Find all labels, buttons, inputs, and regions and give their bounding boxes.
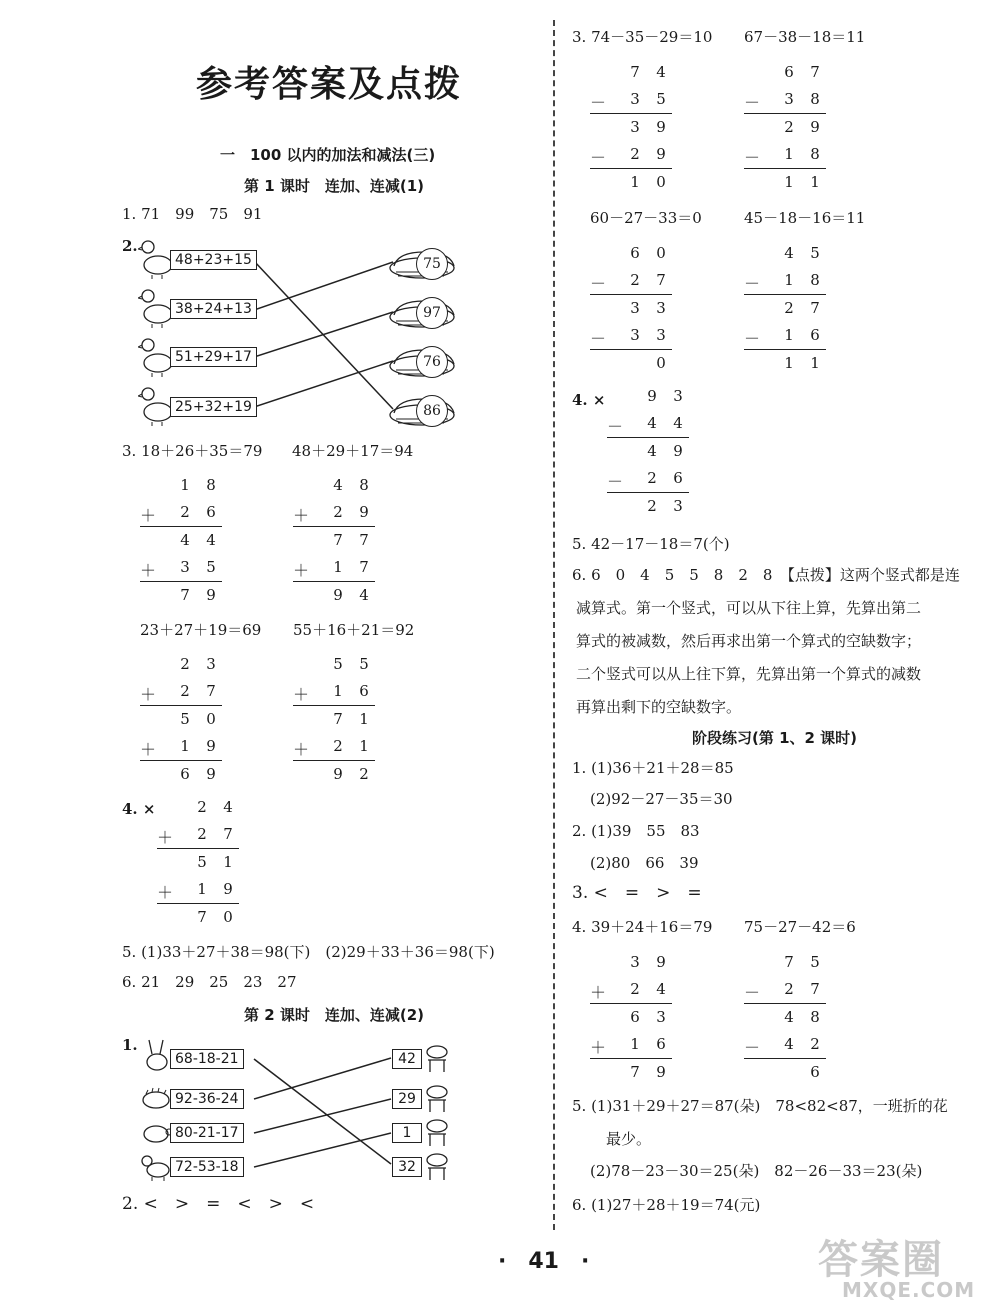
calc-digit-ones: 1 — [810, 173, 820, 191]
duck-icon — [138, 382, 174, 426]
result-circle: 75 — [416, 248, 448, 280]
calc-operator: － — [590, 148, 607, 167]
calc-row — [140, 651, 222, 678]
calc-row — [744, 86, 826, 114]
calc-digit-ones: 7 — [359, 531, 369, 549]
calc-row — [157, 849, 239, 876]
calc-digit-tens: 7 — [630, 63, 640, 81]
calc-digit-ones: 0 — [656, 244, 666, 262]
r-q3-eq2: 67－38－18＝11 — [744, 28, 866, 46]
calc-row — [293, 582, 375, 609]
calc-digit-tens: 1 — [180, 737, 190, 755]
calc-row — [140, 733, 222, 761]
calc-digit-tens: 1 — [630, 1035, 640, 1053]
r-s1b: (2)92－27－35＝30 — [590, 790, 733, 808]
r-s4-eq1: 4. 39＋24＋16＝79 — [572, 918, 713, 936]
calc-digit-tens: 2 — [333, 737, 343, 755]
vertical-calc — [744, 240, 826, 377]
vertical-calc — [140, 472, 222, 609]
calc-row — [157, 794, 239, 821]
calc-digit-ones: 4 — [656, 63, 666, 81]
dog-icon — [140, 1152, 172, 1182]
calc-digit-ones: 9 — [673, 442, 683, 460]
calc-row — [293, 706, 375, 733]
calc-operator: － — [607, 417, 624, 436]
calc-digit-tens: 2 — [197, 825, 207, 843]
r-q4-label: 4. × — [572, 391, 606, 409]
calc-row — [744, 59, 826, 86]
calc-operator: － — [607, 472, 624, 491]
calc-digit-ones: 0 — [223, 908, 233, 926]
calc-digit-ones: 7 — [656, 271, 666, 289]
vertical-calc — [744, 59, 826, 196]
result-box: 32 — [392, 1157, 422, 1177]
calc-digit-ones: 5 — [810, 244, 820, 262]
expr-box: 38+24+13 — [170, 299, 257, 319]
column-divider — [553, 20, 555, 1230]
calc-digit-tens: 1 — [784, 145, 794, 163]
calc-digit-tens: 6 — [180, 765, 190, 783]
calc-row — [744, 169, 826, 196]
calc-operator: － — [590, 93, 607, 112]
calc-operator: ＋ — [140, 685, 157, 704]
l-q2-label: 2. — [122, 237, 138, 255]
calc-digit-tens: 2 — [180, 655, 190, 673]
calc-row — [744, 949, 826, 976]
calc-digit-ones: 4 — [656, 980, 666, 998]
l-q6: 6. 21 29 25 23 27 — [122, 973, 297, 991]
calc-row — [590, 59, 672, 86]
calc-digit-ones: 9 — [656, 118, 666, 136]
calc-digit-tens: 3 — [630, 118, 640, 136]
calc-digit-ones: 5 — [810, 953, 820, 971]
chair-icon — [424, 1084, 450, 1114]
calc-row — [293, 499, 375, 527]
calc-row — [744, 1059, 826, 1086]
calc-digit-ones: 8 — [810, 271, 820, 289]
turtle-icon — [140, 1120, 172, 1146]
duck-icon — [138, 284, 174, 328]
calc-row — [140, 527, 222, 554]
calc-digit-ones: 0 — [656, 173, 666, 191]
calc-row — [607, 438, 689, 465]
calc-row — [590, 169, 672, 196]
calc-row — [744, 267, 826, 295]
calc-digit-ones: 9 — [223, 880, 233, 898]
result-circle: 76 — [416, 346, 448, 378]
calc-operator: ＋ — [590, 983, 607, 1002]
calc-row — [140, 582, 222, 609]
calc-digit-ones: 7 — [359, 558, 369, 576]
calc-digit-ones: 0 — [656, 354, 666, 372]
calc-row — [590, 1031, 672, 1059]
calc-digit-tens: 2 — [630, 980, 640, 998]
calc-operator: ＋ — [293, 506, 310, 525]
calc-digit-ones: 7 — [810, 299, 820, 317]
calc-digit-tens: 3 — [630, 299, 640, 317]
calc-digit-ones: 3 — [656, 326, 666, 344]
expr-box: 48+23+15 — [170, 250, 257, 270]
calc-digit-ones: 6 — [359, 682, 369, 700]
rabbit-icon — [142, 1038, 172, 1072]
calc-digit-ones: 2 — [359, 765, 369, 783]
calc-digit-ones: 6 — [673, 469, 683, 487]
r-q3-eq3: 60－27－33＝0 — [590, 209, 702, 227]
stage-heading: 阶段练习(第 1、2 课时) — [692, 729, 858, 747]
calc-operator: ＋ — [157, 828, 174, 847]
calc-row — [590, 976, 672, 1004]
result-box: 29 — [392, 1089, 422, 1109]
calc-operator: － — [590, 329, 607, 348]
calc-digit-tens: 2 — [784, 299, 794, 317]
calc-digit-ones: 9 — [359, 503, 369, 521]
calc-row — [590, 240, 672, 267]
calc-digit-ones: 4 — [359, 586, 369, 604]
calc-digit-tens: 4 — [784, 244, 794, 262]
calc-row — [744, 295, 826, 322]
calc-digit-ones: 9 — [656, 145, 666, 163]
calc-digit-ones: 0 — [206, 710, 216, 728]
calc-row — [744, 350, 826, 377]
calc-digit-ones: 9 — [206, 765, 216, 783]
calc-row — [293, 472, 375, 499]
calc-row — [744, 240, 826, 267]
calc-digit-ones: 1 — [223, 853, 233, 871]
r-q6-explanation — [572, 566, 990, 726]
calc-digit-ones: 4 — [206, 531, 216, 549]
calc-digit-ones: 1 — [810, 354, 820, 372]
calc-row — [293, 651, 375, 678]
calc-operator: － — [744, 274, 761, 293]
calc-digit-tens: 5 — [333, 655, 343, 673]
r-s3: 3. < = > = — [572, 883, 702, 903]
calc-digit-ones: 1 — [359, 737, 369, 755]
calc-digit-tens: 6 — [784, 63, 794, 81]
calc-digit-tens: 2 — [647, 497, 657, 515]
r-s5c: (2)78－23－30＝25(朵) 82－26－33＝23(朵) — [590, 1162, 923, 1180]
calc-digit-ones: 5 — [359, 655, 369, 673]
chair-icon — [424, 1152, 450, 1182]
calc-row — [744, 114, 826, 141]
calc-row — [140, 499, 222, 527]
calc-row — [140, 678, 222, 706]
calc-row — [744, 976, 826, 1004]
calc-digit-ones: 4 — [223, 798, 233, 816]
calc-digit-tens: 6 — [630, 244, 640, 262]
calc-operator: ＋ — [140, 561, 157, 580]
watermark-url: MXQE.COM — [842, 1278, 976, 1302]
calc-digit-ones: 6 — [810, 326, 820, 344]
lesson1-heading: 第 1 课时 连加、连减(1) — [244, 177, 425, 195]
calc-digit-tens: 2 — [630, 145, 640, 163]
calc-digit-ones: 6 — [656, 1035, 666, 1053]
calc-digit-ones: 6 — [206, 503, 216, 521]
expr-box: 80-21-17 — [170, 1123, 244, 1143]
calc-digit-tens: 2 — [180, 682, 190, 700]
vertical-calc — [590, 240, 672, 377]
calc-row — [607, 465, 689, 493]
calc-digit-tens: 7 — [180, 586, 190, 604]
calc-digit-tens: 1 — [197, 880, 207, 898]
calc-row — [293, 733, 375, 761]
calc-digit-tens: 1 — [630, 173, 640, 191]
calc-digit-ones: 8 — [359, 476, 369, 494]
calc-digit-ones: 3 — [656, 1008, 666, 1026]
l-q4-label: 4. × — [122, 800, 156, 818]
calc-digit-ones: 9 — [206, 586, 216, 604]
calc-digit-tens: 7 — [333, 531, 343, 549]
expr-box: 92-36-24 — [170, 1089, 244, 1109]
calc-digit-ones: 9 — [656, 1063, 666, 1081]
result-box: 1 — [392, 1123, 422, 1143]
calc-row — [607, 493, 689, 520]
calc-digit-ones: 3 — [206, 655, 216, 673]
calc-digit-ones: 5 — [206, 558, 216, 576]
calc-digit-tens: 2 — [197, 798, 207, 816]
calc-digit-ones: 1 — [359, 710, 369, 728]
r-q6-line2: 减算式。第一个竖式，可以从下往上算，先算出第二 — [576, 599, 922, 617]
calc-operator: ＋ — [590, 1038, 607, 1057]
calc-digit-tens: 3 — [630, 90, 640, 108]
calc-digit-ones: 8 — [810, 145, 820, 163]
vertical-calc — [157, 794, 239, 931]
calc-digit-tens: 6 — [630, 1008, 640, 1026]
vertical-calc — [140, 651, 222, 788]
calc-digit-tens: 3 — [630, 326, 640, 344]
calc-digit-tens: 4 — [180, 531, 190, 549]
calc-digit-tens: 2 — [180, 503, 190, 521]
l2-q2: 2. < > = < > < — [122, 1194, 315, 1214]
calc-row — [590, 350, 672, 377]
calc-operator: － — [590, 274, 607, 293]
r-q5: 5. 42－17－18＝7(个) — [572, 535, 730, 553]
calc-digit-ones: 8 — [810, 90, 820, 108]
calc-digit-tens: 2 — [784, 118, 794, 136]
calc-row — [744, 1004, 826, 1031]
lesson2-heading: 第 2 课时 连加、连减(2) — [244, 1006, 425, 1024]
l-q3-eq1: 3. 18＋26＋35＝79 — [122, 442, 263, 460]
calc-row — [607, 383, 689, 410]
calc-row — [590, 1004, 672, 1031]
calc-digit-tens: 1 — [784, 354, 794, 372]
calc-digit-tens: 7 — [784, 953, 794, 971]
calc-row — [590, 322, 672, 350]
r-s5a: 5. (1)31＋29＋27＝87(朵) 78<82<87，一班折的花 — [572, 1097, 948, 1115]
calc-row — [140, 706, 222, 733]
calc-operator: － — [744, 93, 761, 112]
page-title: 参考答案及点拨 — [196, 64, 463, 105]
calc-digit-tens: 1 — [784, 173, 794, 191]
calc-digit-ones: 7 — [810, 63, 820, 81]
calc-operator: － — [744, 148, 761, 167]
calc-row — [744, 322, 826, 350]
calc-digit-tens: 1 — [180, 476, 190, 494]
result-box: 42 — [392, 1049, 422, 1069]
l-q5: 5. (1)33＋27＋38＝98(下) (2)29＋33＋36＝98(下) — [122, 943, 495, 961]
duck-icon — [138, 333, 174, 377]
calc-digit-tens: 4 — [647, 414, 657, 432]
calc-digit-tens: 4 — [784, 1008, 794, 1026]
calc-digit-ones: 6 — [810, 1063, 820, 1081]
calc-row — [140, 472, 222, 499]
calc-row — [590, 1059, 672, 1086]
calc-digit-ones: 9 — [206, 737, 216, 755]
expr-box: 51+29+17 — [170, 347, 257, 367]
calc-row — [293, 761, 375, 788]
calc-digit-tens: 9 — [333, 765, 343, 783]
r-s2a: 2. (1)39 55 83 — [572, 822, 700, 840]
calc-digit-tens: 1 — [333, 682, 343, 700]
calc-operator: ＋ — [293, 685, 310, 704]
r-q6-line3: 算式的被减数，然后再求出第一个算式的空缺数字； — [576, 632, 922, 650]
calc-digit-tens: 3 — [784, 90, 794, 108]
l-q3-eq4: 55＋16＋21＝92 — [293, 621, 415, 639]
r-s5a-wrap — [572, 1097, 990, 1119]
calc-digit-tens: 5 — [197, 853, 207, 871]
watermark-logo: 答案圈 — [818, 1237, 944, 1283]
calc-operator: － — [744, 1038, 761, 1057]
expr-box: 25+32+19 — [170, 397, 257, 417]
r-s2b: (2)80 66 39 — [590, 854, 699, 872]
calc-operator: ＋ — [293, 561, 310, 580]
calc-digit-tens: 7 — [630, 1063, 640, 1081]
calc-operator: － — [744, 983, 761, 1002]
calc-row — [744, 1031, 826, 1059]
calc-digit-ones: 9 — [656, 953, 666, 971]
calc-operator: ＋ — [140, 740, 157, 759]
calc-digit-tens: 5 — [180, 710, 190, 728]
calc-digit-tens: 1 — [784, 326, 794, 344]
calc-digit-tens: 4 — [647, 442, 657, 460]
hedgehog-icon — [140, 1086, 172, 1112]
calc-digit-ones: 7 — [223, 825, 233, 843]
calc-digit-tens: 3 — [180, 558, 190, 576]
calc-row — [293, 527, 375, 554]
r-q6-line4: 二个竖式可以从上往下算，先算出第一个算式的减数 — [576, 665, 922, 683]
r-s4-eq2: 75－27－42＝6 — [744, 918, 856, 936]
calc-digit-ones: 8 — [206, 476, 216, 494]
calc-row — [140, 761, 222, 788]
calc-row — [590, 949, 672, 976]
calc-digit-tens: 1 — [333, 558, 343, 576]
vertical-calc — [293, 651, 375, 788]
calc-digit-tens: 9 — [333, 586, 343, 604]
duck-icon — [138, 235, 174, 279]
expr-box: 72-53-18 — [170, 1157, 244, 1177]
calc-row — [293, 678, 375, 706]
l-q1: 1. 71 99 75 91 — [122, 205, 263, 223]
chair-icon — [424, 1044, 450, 1074]
r-q3-eq1: 3. 74－35－29＝10 — [572, 28, 713, 46]
calc-digit-tens: 2 — [333, 503, 343, 521]
calc-row — [157, 876, 239, 904]
calc-operator: － — [744, 329, 761, 348]
calc-digit-tens: 3 — [630, 953, 640, 971]
calc-digit-ones: 8 — [810, 1008, 820, 1026]
vertical-calc — [293, 472, 375, 609]
calc-digit-tens: 1 — [784, 271, 794, 289]
calc-digit-ones: 9 — [810, 118, 820, 136]
calc-digit-ones: 3 — [673, 497, 683, 515]
calc-digit-ones: 3 — [656, 299, 666, 317]
calc-digit-tens: 2 — [784, 980, 794, 998]
calc-row — [157, 904, 239, 931]
calc-digit-tens: 7 — [333, 710, 343, 728]
calc-digit-ones: 5 — [656, 90, 666, 108]
r-q3-eq4: 45－18－16＝11 — [744, 209, 866, 227]
l2-q1-label: 1. — [122, 1036, 138, 1054]
calc-row — [590, 86, 672, 114]
calc-digit-tens: 2 — [630, 271, 640, 289]
calc-digit-tens: 4 — [333, 476, 343, 494]
calc-digit-ones: 7 — [206, 682, 216, 700]
r-q6-line5: 再算出剩下的空缺数字。 — [576, 698, 742, 716]
calc-digit-ones: 4 — [673, 414, 683, 432]
r-q6-line1: 6. 6 0 4 5 5 8 2 8 【点拨】这两个竖式都是连 — [572, 566, 960, 584]
calc-row — [293, 554, 375, 582]
expr-box: 68-18-21 — [170, 1049, 244, 1069]
calc-digit-ones: 7 — [810, 980, 820, 998]
calc-digit-tens: 4 — [784, 1035, 794, 1053]
calc-operator: ＋ — [157, 883, 174, 902]
calc-row — [590, 267, 672, 295]
vertical-calc — [607, 383, 689, 520]
calc-digit-ones: 3 — [673, 387, 683, 405]
calc-row — [590, 141, 672, 169]
calc-row — [140, 554, 222, 582]
calc-operator: ＋ — [293, 740, 310, 759]
r-s6: 6. (1)27＋28＋19＝74(元) — [572, 1196, 761, 1214]
chair-icon — [424, 1118, 450, 1148]
r-s5b: 最少。 — [606, 1130, 652, 1148]
calc-row — [590, 295, 672, 322]
calc-digit-ones: 2 — [810, 1035, 820, 1053]
vertical-calc — [744, 949, 826, 1086]
result-circle: 97 — [416, 297, 448, 329]
calc-operator: ＋ — [140, 506, 157, 525]
l-q3-eq2: 48＋29＋17＝94 — [292, 442, 414, 460]
result-circle: 86 — [416, 395, 448, 427]
calc-digit-tens: 9 — [647, 387, 657, 405]
calc-row — [590, 114, 672, 141]
l-q3-eq3: 23＋27＋19＝69 — [140, 621, 262, 639]
vertical-calc — [590, 949, 672, 1086]
calc-digit-tens: 2 — [647, 469, 657, 487]
calc-row — [607, 410, 689, 438]
calc-digit-tens: 7 — [197, 908, 207, 926]
calc-row — [157, 821, 239, 849]
r-s1a: 1. (1)36＋21＋28＝85 — [572, 759, 734, 777]
page-number: · 41 · — [498, 1249, 590, 1274]
vertical-calc — [590, 59, 672, 196]
unit-heading: 一 100 以内的加法和减法(三) — [220, 146, 436, 164]
calc-row — [744, 141, 826, 169]
